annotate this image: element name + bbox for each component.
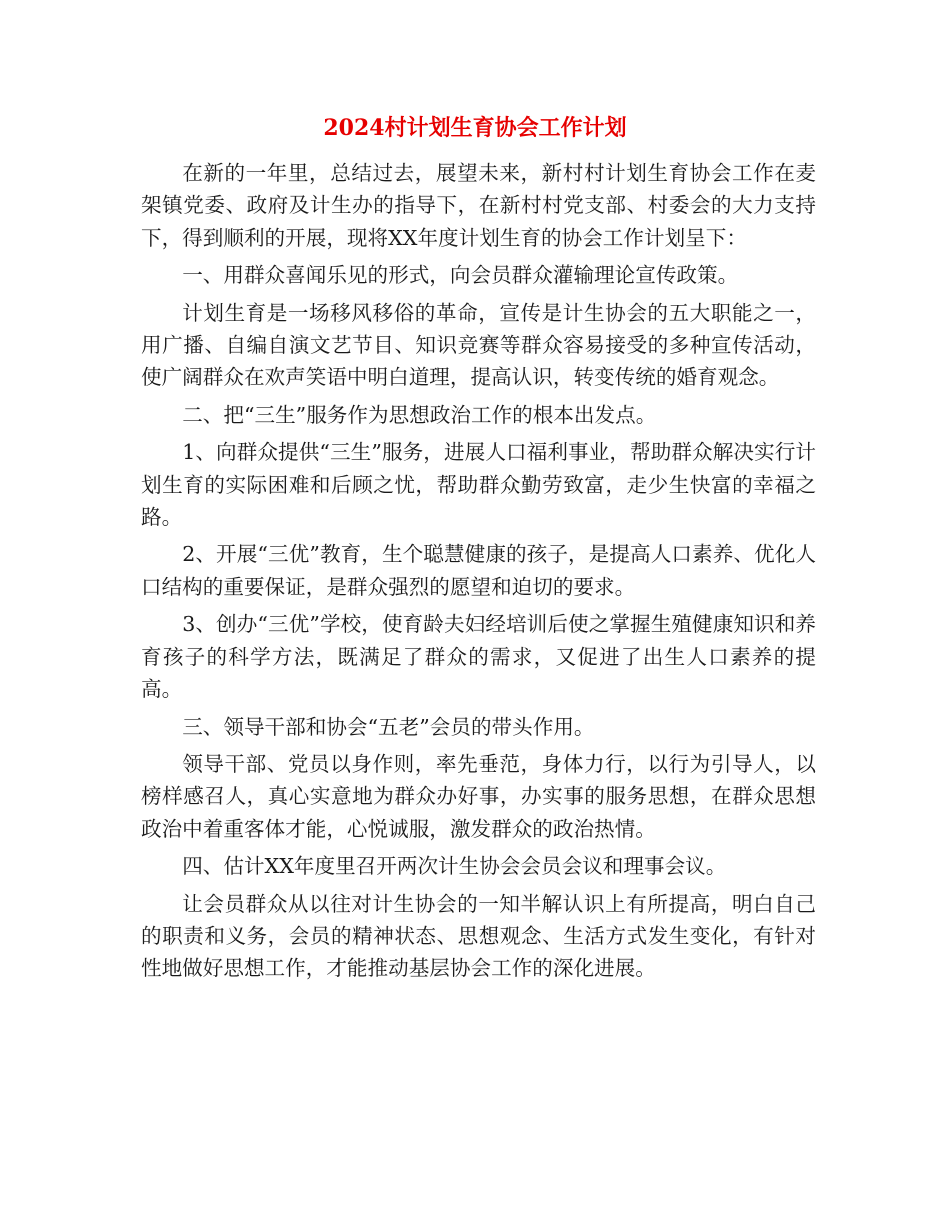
- heading-section-3: 三、领导干部和协会“五老”会员的带头作用。: [182, 714, 595, 739]
- document-title: 2024村计划生育协会工作计划: [323, 115, 627, 141]
- document-body: [141, 157, 816, 990]
- paragraph-section-4: 让会员群众从以往对计生协会的一知半解认识上有所提高，明白自己的职责和义务，会员的精神状态、思想观念、生活方式发生变化，有针对性地做好思想工作，才能推动基层协会工作的深化进展。: [141, 891, 816, 981]
- heading-section-4: 四、估计XX年度里召开两次计生协会会员会议和理事会议。: [182, 854, 727, 879]
- paragraph-section-1: 计划生育是一场移风移俗的革命，宣传是计生协会的五大职能之一，用广播、自编自演文艺节目、知识竞赛等群众容易接受的多种宣传活动，使广阔群众在欢声笑语中明白道理，提高认识，转变传统的婚育观念。: [141, 300, 816, 390]
- paragraph-item-1: 1、向群众提供“三生”服务，进展人口福利事业，帮助群众解决实行计划生育的实际困难和后顾之忧，帮助群众勤劳致富，走少生快富的幸福之路。: [141, 440, 816, 530]
- paragraph-section-3: 领导干部、党员以身作则，率先垂范，身体力行，以行为引导人，以榜样感召人，真心实意地为群众办好事，办实事的服务思想，在群众思想政治中着重客体才能，心悦诚服，激发群众的政治热情。: [141, 751, 816, 841]
- paragraph-item-2: 2、开展“三优”教育，生个聪慧健康的孩子，是提高人口素养、优化人口结构的重要保证，是群众强烈的愿望和迫切的要求。: [141, 542, 816, 599]
- heading-section-2: 二、把“三生”服务作为思想政治工作的根本出发点。: [182, 402, 657, 427]
- heading-section-1: 一、用群众喜闻乐见的形式，向会员群众灌输理论宣传政策。: [182, 263, 739, 288]
- paragraph-intro: 在新的一年里，总结过去，展望未来，新村村计划生育协会工作在麦架镇党委、政府及计生办的指导下，在新村村党支部、村委会的大力支持下，得到顺利的开展，现将XX年度计划生育的协会工作计划呈下：: [141, 161, 816, 250]
- paragraph-item-3: 3、创办“三优”学校，使育龄夫妇经培训后使之掌握生殖健康知识和养育孩子的科学方法，既满足了群众的需求，又促进了出生人口素养的提高。: [141, 612, 816, 702]
